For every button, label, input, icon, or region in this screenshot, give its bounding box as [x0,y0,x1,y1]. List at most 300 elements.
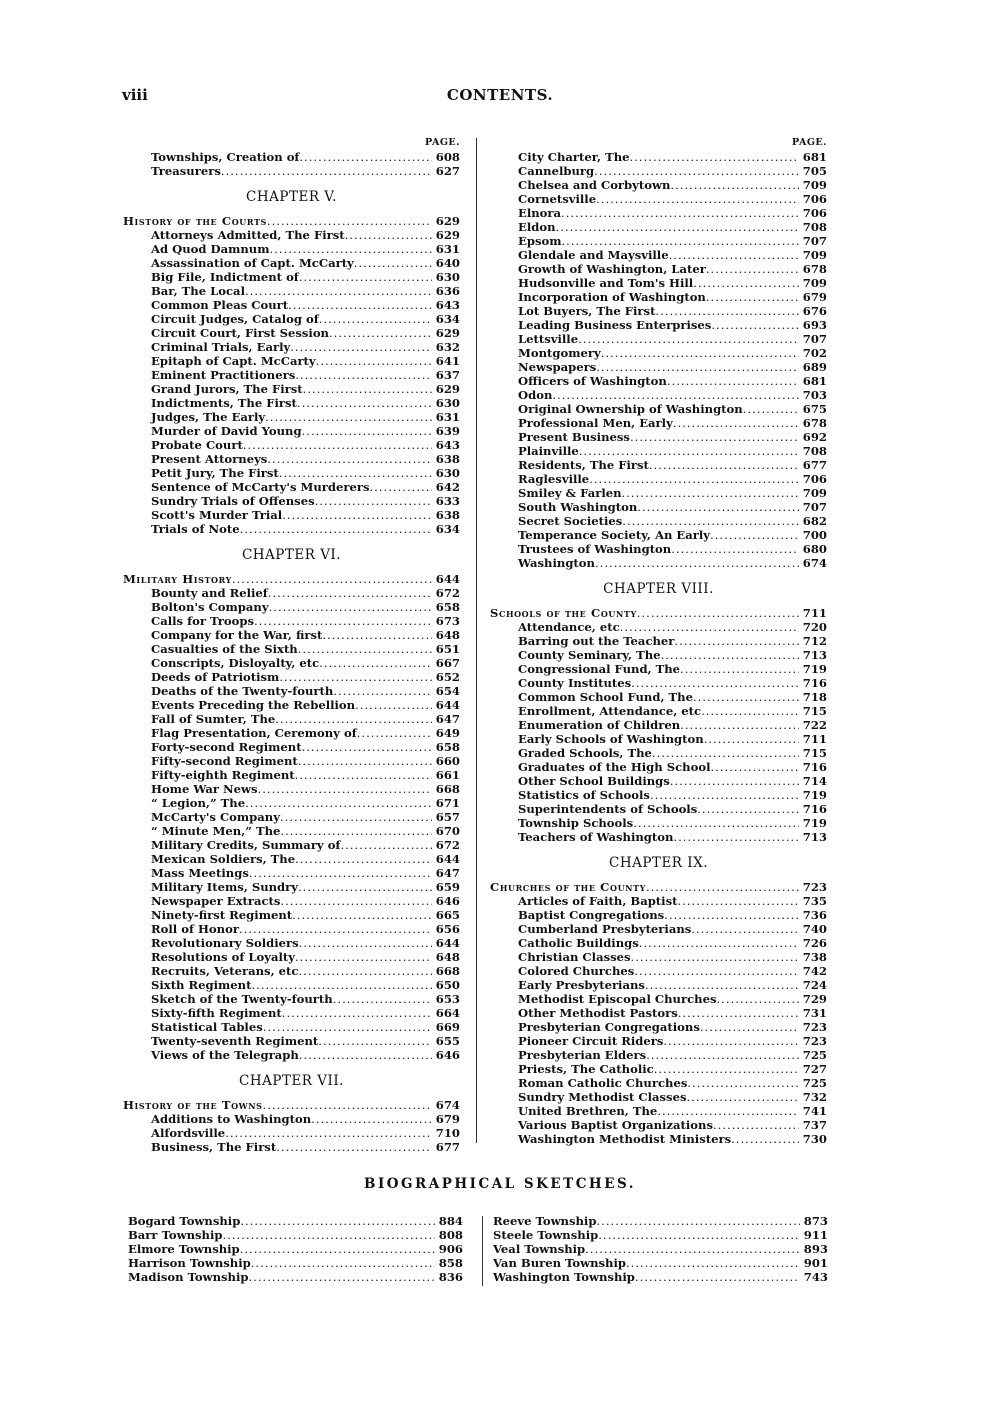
toc-entry[interactable] [490,676,827,690]
toc-entry[interactable] [123,1034,460,1048]
toc-entry-page: 640 [435,256,460,270]
toc-entry[interactable] [490,332,827,346]
toc-entry-page: 738 [802,950,827,964]
toc-entry[interactable] [490,556,827,570]
toc-entry[interactable] [490,528,827,542]
toc-entry[interactable] [123,880,460,894]
toc-entry[interactable] [123,992,460,1006]
toc-entry[interactable] [123,1020,460,1034]
dot-leader [297,396,432,410]
dot-leader [654,1062,799,1076]
toc-entry-page: 665 [435,908,460,922]
dot-leader [265,410,432,424]
toc-entry-title: Military Items, Sundry [151,880,298,894]
dot-leader [635,1270,800,1284]
dot-leader [269,600,432,614]
dot-leader [355,698,432,712]
toc-entry[interactable] [123,670,460,684]
toc-entry[interactable] [123,614,460,628]
toc-entry[interactable] [490,950,827,964]
toc-entry-title: Baptist Congregations [518,908,665,922]
toc-entry-page: 650 [435,978,460,992]
toc-entry[interactable] [123,642,460,656]
toc-entry-page: 672 [435,838,460,852]
toc-entry[interactable] [123,410,460,424]
toc-entry-title: United Brethren, The [518,1104,658,1118]
toc-entry-page: 630 [435,466,460,480]
toc-entry[interactable] [123,656,460,670]
toc-entry[interactable] [123,228,460,242]
toc-entry-page: 680 [802,542,827,556]
toc-entry-page: 629 [435,228,460,242]
dot-leader [298,880,432,894]
toc-entry[interactable] [490,802,827,816]
dot-leader [634,964,799,978]
toc-entry[interactable] [490,718,827,732]
toc-entry[interactable] [123,164,460,178]
toc-entry-title: Present Business [518,430,630,444]
toc-entry[interactable] [490,402,827,416]
dot-leader [295,368,432,382]
toc-entry[interactable] [490,178,827,192]
bio-entry[interactable] [128,1228,463,1242]
toc-entry-title: Military History [123,572,232,586]
toc-entry[interactable] [490,192,827,206]
toc-entry-title: “ Minute Men,” The [151,824,281,838]
toc-entry-title: Murder of David Young [151,424,302,438]
toc-entry-title: Fifty-eighth Regiment [151,768,295,782]
toc-entry[interactable] [123,936,460,950]
toc-entry-page: 631 [435,410,460,424]
toc-entry[interactable] [490,978,827,992]
bio-entry-page: 858 [438,1256,463,1270]
toc-entry-title: Methodist Episcopal Churches [518,992,717,1006]
toc-entry[interactable] [490,360,827,374]
toc-entry-title: Roll of Honor [151,922,239,936]
dot-leader [686,1090,799,1104]
toc-entry-title: Roman Catholic Churches [518,1076,688,1090]
toc-entry[interactable] [123,1112,460,1126]
toc-entry[interactable] [123,438,460,452]
dot-leader [279,466,432,480]
toc-entry-page: 648 [435,628,460,642]
toc-entry[interactable] [490,164,827,178]
dot-leader [221,164,432,178]
bio-entry-title: Barr Township [128,1228,223,1242]
toc-entry[interactable] [123,1140,460,1154]
toc-section-entry[interactable] [123,214,460,228]
chapter-heading: CHAPTER VIII. [603,581,714,597]
toc-entry[interactable] [123,768,460,782]
dot-leader [578,332,799,346]
toc-entry-title: Assassination of Capt. McCarty [151,256,354,270]
toc-entry[interactable] [123,950,460,964]
toc-entry[interactable] [123,740,460,754]
toc-entry-title: Circuit Court, First Session [151,326,329,340]
dot-leader [302,424,432,438]
toc-entry[interactable] [490,620,827,634]
dot-leader [674,634,799,648]
toc-entry[interactable] [490,732,827,746]
toc-entry-page: 711 [802,606,827,620]
dot-leader [298,754,432,768]
toc-entry-title: Common School Fund, The [518,690,693,704]
toc-entry[interactable] [123,284,460,298]
toc-entry-title: Cornetsville [518,192,597,206]
toc-entry-page: 707 [802,332,827,346]
toc-entry[interactable] [490,262,827,276]
toc-entry-title: South Washington [518,500,638,514]
toc-entry-title: Resolutions of Loyalty [151,950,295,964]
toc-entry-title: Temperance Society, An Early [518,528,711,542]
toc-entry[interactable] [123,894,460,908]
toc-entry[interactable] [490,774,827,788]
dot-leader [661,648,799,662]
toc-entry-page: 668 [435,964,460,978]
toc-entry[interactable] [490,1006,827,1020]
dot-leader [232,572,432,586]
toc-entry-title: Residents, The First [518,458,649,472]
toc-entry[interactable] [490,1104,827,1118]
toc-entry[interactable] [123,466,460,480]
dot-leader [598,1228,800,1242]
toc-entry[interactable] [490,206,827,220]
toc-entry[interactable] [490,690,827,704]
toc-entry[interactable] [123,508,460,522]
toc-entry[interactable] [123,270,460,284]
toc-entry[interactable] [490,788,827,802]
toc-entry[interactable] [123,586,460,600]
dot-leader [706,290,799,304]
toc-entry-page: 646 [435,1048,460,1062]
toc-entry[interactable] [123,600,460,614]
toc-entry[interactable] [123,964,460,978]
toc-entry[interactable] [490,936,827,950]
toc-entry[interactable] [490,1062,827,1076]
toc-entry[interactable] [490,542,827,556]
toc-entry[interactable] [123,312,460,326]
dot-leader [340,838,432,852]
toc-entry[interactable] [123,396,460,410]
toc-entry-page: 729 [802,992,827,1006]
toc-entry[interactable] [490,416,827,430]
dot-leader [303,382,432,396]
toc-entry-page: 634 [435,312,460,326]
toc-entry[interactable] [123,796,460,810]
dot-leader [299,270,432,284]
toc-entry-page: 719 [802,662,827,676]
toc-entry[interactable] [490,248,827,262]
toc-entry-page: 725 [802,1048,827,1062]
toc-entry[interactable] [490,234,827,248]
toc-entry[interactable] [123,852,460,866]
toc-entry-title: Pioneer Circuit Riders [518,1034,664,1048]
dot-leader [299,1048,432,1062]
dot-leader [282,508,432,522]
toc-entry-page: 706 [802,206,827,220]
toc-entry[interactable] [490,430,827,444]
toc-entry-title: Newspapers [518,360,597,374]
toc-entry-page: 659 [435,880,460,894]
toc-entry-title: Judges, The Early [151,410,266,424]
toc-entry[interactable] [490,704,827,718]
toc-entry[interactable] [123,1006,460,1020]
dot-leader [240,1214,435,1228]
dot-leader [596,360,799,374]
page-number: viii [122,86,148,104]
toc-entry[interactable] [490,150,827,164]
dot-leader [280,810,432,824]
toc-entry[interactable] [123,494,460,508]
toc-entry-page: 644 [435,572,460,586]
dot-leader [267,214,432,228]
toc-entry[interactable] [123,368,460,382]
toc-entry[interactable] [490,894,827,908]
bio-entry-page: 893 [803,1242,828,1256]
toc-entry-title: Military Credits, Summary of [151,838,341,852]
dot-leader [561,206,799,220]
toc-entry-title: Twenty-seventh Regiment [151,1034,319,1048]
toc-entry[interactable] [123,1126,460,1140]
toc-entry-title: Graded Schools, The [518,746,652,760]
bio-entry[interactable] [128,1242,463,1256]
toc-entry-page: 715 [802,704,827,718]
dot-leader [245,284,432,298]
toc-entry[interactable] [490,1048,827,1062]
dot-leader [292,908,432,922]
dot-leader [670,178,799,192]
toc-entry[interactable] [123,908,460,922]
toc-entry[interactable] [490,922,827,936]
toc-entry-title: County Institutes [518,676,632,690]
bio-entry[interactable] [493,1270,828,1284]
toc-entry[interactable] [490,318,827,332]
dot-leader [276,1140,432,1154]
toc-entry[interactable] [490,634,827,648]
toc-entry-page: 633 [435,494,460,508]
dot-leader [678,1006,799,1020]
dot-leader [354,256,432,270]
toc-entry[interactable] [490,830,827,844]
toc-entry-page: 742 [802,964,827,978]
dot-leader [288,298,432,312]
toc-entry[interactable] [490,1034,827,1048]
toc-entry-page: 731 [802,1006,827,1020]
toc-entry[interactable] [123,354,460,368]
bio-entry[interactable] [493,1256,828,1270]
toc-entry[interactable] [490,992,827,1006]
toc-entry[interactable] [490,500,827,514]
toc-entry[interactable] [490,1090,827,1104]
toc-entry[interactable] [490,458,827,472]
toc-entry-page: 639 [435,424,460,438]
toc-entry[interactable] [123,838,460,852]
toc-entry[interactable] [123,424,460,438]
dot-leader [267,452,432,466]
toc-entry-title: Recruits, Veterans, etc [151,964,299,978]
toc-entry[interactable] [123,382,460,396]
dot-leader [630,150,799,164]
toc-section-entry[interactable] [490,880,827,894]
page-column-label: PAGE. [792,137,827,148]
toc-entry[interactable] [123,810,460,824]
bio-entry-page: 884 [438,1214,463,1228]
toc-entry[interactable] [490,1132,827,1146]
dot-leader [743,402,799,416]
toc-entry[interactable] [490,908,827,922]
toc-entry-title: Events Preceding the Rebellion [151,698,356,712]
toc-entry-page: 708 [802,444,827,458]
toc-entry-title: Petit Jury, The First [151,466,279,480]
toc-section-entry[interactable] [490,606,827,620]
toc-entry[interactable] [490,472,827,486]
toc-entry[interactable] [490,964,827,978]
toc-entry[interactable] [123,978,460,992]
toc-entry[interactable] [123,242,460,256]
dot-leader [245,796,432,810]
toc-entry-page: 631 [435,242,460,256]
bio-entry[interactable] [128,1270,463,1284]
toc-entry[interactable] [490,662,827,676]
toc-entry-page: 647 [435,866,460,880]
toc-entry-page: 644 [435,698,460,712]
toc-entry[interactable] [490,290,827,304]
toc-entry-page: 678 [802,416,827,430]
toc-entry-page: 648 [435,950,460,964]
toc-entry-page: 658 [435,600,460,614]
toc-entry-title: Deaths of the Twenty-fourth [151,684,334,698]
toc-entry-title: Bar, The Local [151,284,245,298]
toc-entry-title: Conscripts, Disloyalty, etc [151,656,320,670]
toc-entry[interactable] [123,522,460,536]
toc-entry[interactable] [123,866,460,880]
bio-entry[interactable] [493,1228,828,1242]
dot-leader [687,1076,799,1090]
toc-entry-page: 726 [802,936,827,950]
toc-entry[interactable] [123,726,460,740]
toc-entry-page: 703 [802,388,827,402]
toc-entry[interactable] [123,256,460,270]
toc-entry-title: History of the Towns [123,1098,263,1112]
toc-entry-title: Calls for Troops [151,614,254,628]
toc-entry[interactable] [123,782,460,796]
toc-entry-title: Epsom [518,234,562,248]
dot-leader [650,788,799,802]
dot-leader [251,978,432,992]
toc-entry[interactable] [123,298,460,312]
toc-entry-title: Scott's Murder Trial [151,508,283,522]
bio-entry[interactable] [493,1242,828,1256]
dot-leader [639,936,799,950]
toc-section-entry[interactable] [123,572,460,586]
toc-entry-title: Odon [518,388,553,402]
toc-entry[interactable] [490,648,827,662]
toc-entry-title: Present Attorneys [151,452,268,466]
toc-entry[interactable] [490,746,827,760]
toc-entry[interactable] [123,340,460,354]
toc-entry[interactable] [490,1118,827,1132]
dot-leader [711,318,799,332]
toc-entry-page: 630 [435,270,460,284]
toc-entry[interactable] [123,698,460,712]
dot-leader [626,1256,800,1270]
bio-entry[interactable] [493,1214,828,1228]
toc-entry[interactable] [490,444,827,458]
toc-entry[interactable] [123,480,460,494]
page-title: CONTENTS. [446,86,554,104]
toc-entry-title: Sixth Regiment [151,978,252,992]
toc-entry-title: Sentence of McCarty's Murderers [151,480,370,494]
toc-entry-title: Leading Business Enterprises [518,318,712,332]
toc-entry[interactable] [490,1020,827,1034]
dot-leader [596,192,799,206]
toc-entry[interactable] [123,922,460,936]
bio-entry[interactable] [128,1214,463,1228]
toc-entry[interactable] [490,374,827,388]
toc-entry[interactable] [123,628,460,642]
toc-entry[interactable] [490,304,827,318]
toc-entry[interactable] [490,220,827,234]
bio-entry-title: Veal Township [493,1242,586,1256]
dot-leader [556,220,799,234]
toc-entry[interactable] [123,452,460,466]
toc-entry-title: Deeds of Patriotism [151,670,280,684]
toc-entry[interactable] [490,760,827,774]
toc-entry-page: 712 [802,634,827,648]
toc-entry[interactable] [490,1076,827,1090]
toc-entry[interactable] [123,150,460,164]
dot-leader [295,852,432,866]
toc-entry-page: 716 [802,802,827,816]
dot-leader [295,768,432,782]
toc-entry-title: Eldon [518,220,556,234]
toc-entry-page: 653 [435,992,460,1006]
toc-section-entry[interactable] [123,1098,460,1112]
toc-entry[interactable] [490,514,827,528]
dot-leader [225,1126,432,1140]
bio-entry[interactable] [128,1256,463,1270]
toc-entry[interactable] [490,816,827,830]
dot-leader [290,340,432,354]
toc-entry[interactable] [123,754,460,768]
dot-leader [663,1034,799,1048]
toc-entry-page: 693 [802,318,827,332]
toc-entry[interactable] [123,824,460,838]
toc-entry-title: Lettsville [518,332,579,346]
toc-entry-page: 629 [435,326,460,340]
bio-left-column [128,1214,463,1284]
toc-entry[interactable] [490,276,827,290]
bio-entry-title: Washington Township [493,1270,635,1284]
toc-entry-page: 674 [435,1098,460,1112]
dot-leader [680,718,799,732]
bio-entry-page: 906 [438,1242,463,1256]
toc-entry[interactable] [490,346,827,360]
toc-entry[interactable] [123,712,460,726]
toc-entry[interactable] [123,326,460,340]
toc-entry-page: 642 [435,480,460,494]
toc-entry[interactable] [123,684,460,698]
toc-entry[interactable] [490,486,827,500]
chapter-heading: CHAPTER VI. [241,547,342,563]
toc-entry[interactable] [490,388,827,402]
toc-entry-title: Bounty and Relief [151,586,268,600]
toc-entry-page: 654 [435,684,460,698]
toc-entry-title: Hudsonville and Tom's Hill [518,276,694,290]
toc-entry-title: Officers of Washington [518,374,667,388]
toc-entry[interactable] [123,1048,460,1062]
dot-leader [633,816,799,830]
